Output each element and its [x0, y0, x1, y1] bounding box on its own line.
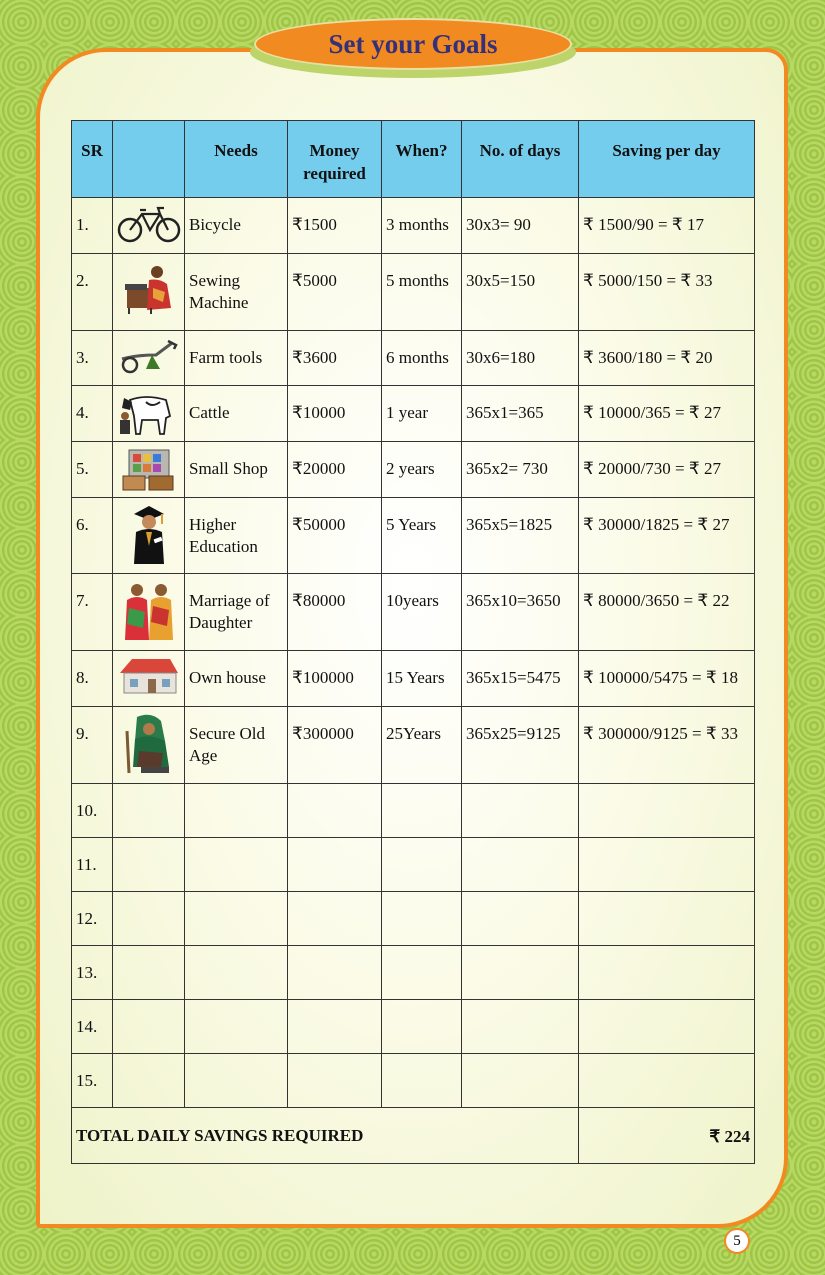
- empty-cell: [579, 1054, 755, 1108]
- empty-cell: [185, 838, 288, 892]
- empty-cell: [113, 946, 185, 1000]
- money-cell: ₹80000: [288, 574, 382, 651]
- empty-cell: [113, 784, 185, 838]
- days-cell: 365x1=365: [462, 386, 579, 442]
- money-cell: ₹300000: [288, 707, 382, 784]
- empty-cell: [185, 892, 288, 946]
- need-cell: Higher Education: [185, 498, 288, 574]
- money-cell: ₹100000: [288, 651, 382, 707]
- empty-cell: [113, 1054, 185, 1108]
- need-cell: Small Shop: [185, 442, 288, 498]
- table-row: [72, 651, 755, 707]
- table-row: [72, 784, 755, 838]
- sr-cell: 7.: [72, 574, 113, 651]
- header-money: Money required: [288, 121, 382, 198]
- empty-cell: [288, 892, 382, 946]
- days-cell: 365x25=9125: [462, 707, 579, 784]
- header-row: [72, 121, 755, 198]
- empty-cell: [462, 946, 579, 1000]
- table-row: [72, 838, 755, 892]
- days-cell: 365x5=1825: [462, 498, 579, 574]
- table-row: [72, 707, 755, 784]
- table-row: [72, 946, 755, 1000]
- saving-cell: ₹ 80000/3650 = ₹ 22: [579, 574, 755, 651]
- page-number: 5: [724, 1228, 750, 1254]
- saving-cell: ₹ 100000/5475 = ₹ 18: [579, 651, 755, 707]
- table-row: [72, 574, 755, 651]
- days-cell: 365x15=5475: [462, 651, 579, 707]
- days-cell: 30x3= 90: [462, 198, 579, 254]
- days-cell: 30x6=180: [462, 331, 579, 386]
- sr-cell: 3.: [72, 331, 113, 386]
- header-image: [113, 121, 185, 198]
- empty-cell: [288, 1000, 382, 1054]
- when-cell: 2 years: [382, 442, 462, 498]
- sr-cell: 13.: [72, 946, 113, 1000]
- shop-icon: [119, 446, 179, 492]
- empty-cell: [382, 838, 462, 892]
- sewing-machine-icon: [119, 258, 179, 316]
- table-row: [72, 442, 755, 498]
- total-value: ₹ 224: [579, 1108, 755, 1164]
- empty-cell: [288, 784, 382, 838]
- need-cell: Secure Old Age: [185, 707, 288, 784]
- when-cell: 3 months: [382, 198, 462, 254]
- empty-cell: [579, 838, 755, 892]
- need-cell: Cattle: [185, 386, 288, 442]
- saving-cell: ₹ 3600/180 = ₹ 20: [579, 331, 755, 386]
- total-row: [72, 1108, 755, 1164]
- empty-cell: [462, 892, 579, 946]
- sr-cell: 1.: [72, 198, 113, 254]
- header-days: No. of days: [462, 121, 579, 198]
- days-cell: 30x5=150: [462, 254, 579, 331]
- saving-cell: ₹ 30000/1825 = ₹ 27: [579, 498, 755, 574]
- empty-cell: [382, 1054, 462, 1108]
- table-row: [72, 386, 755, 442]
- saving-cell: ₹ 10000/365 = ₹ 27: [579, 386, 755, 442]
- empty-cell: [288, 838, 382, 892]
- empty-cell: [185, 784, 288, 838]
- money-cell: ₹5000: [288, 254, 382, 331]
- empty-cell: [462, 1054, 579, 1108]
- header-when: When?: [382, 121, 462, 198]
- saving-cell: ₹ 20000/730 = ₹ 27: [579, 442, 755, 498]
- sr-cell: 12.: [72, 892, 113, 946]
- sr-cell: 11.: [72, 838, 113, 892]
- sr-cell: 5.: [72, 442, 113, 498]
- goals-table: [71, 120, 755, 1164]
- when-cell: 5 months: [382, 254, 462, 331]
- saving-cell: ₹ 1500/90 = ₹ 17: [579, 198, 755, 254]
- empty-cell: [185, 1000, 288, 1054]
- sr-cell: 4.: [72, 386, 113, 442]
- need-cell: Sewing Machine: [185, 254, 288, 331]
- empty-cell: [113, 838, 185, 892]
- empty-cell: [113, 1000, 185, 1054]
- sr-cell: 2.: [72, 254, 113, 331]
- empty-cell: [579, 946, 755, 1000]
- table-row: [72, 498, 755, 574]
- when-cell: 25Years: [382, 707, 462, 784]
- when-cell: 15 Years: [382, 651, 462, 707]
- sr-cell: 10.: [72, 784, 113, 838]
- days-cell: 365x2= 730: [462, 442, 579, 498]
- graduate-icon: [124, 502, 174, 566]
- empty-cell: [382, 892, 462, 946]
- empty-cell: [113, 892, 185, 946]
- page-title: Set your Goals: [328, 28, 498, 59]
- money-cell: ₹20000: [288, 442, 382, 498]
- when-cell: 6 months: [382, 331, 462, 386]
- table-row: [72, 198, 755, 254]
- empty-cell: [185, 1054, 288, 1108]
- farm-tools-icon: [116, 335, 182, 379]
- bride-icon: [119, 578, 179, 642]
- header-needs: Needs: [185, 121, 288, 198]
- empty-cell: [288, 946, 382, 1000]
- need-cell: Bicycle: [185, 198, 288, 254]
- days-cell: 365x10=3650: [462, 574, 579, 651]
- saving-cell: ₹ 300000/9125 = ₹ 33: [579, 707, 755, 784]
- need-cell: Own house: [185, 651, 288, 707]
- empty-cell: [579, 892, 755, 946]
- empty-cell: [382, 946, 462, 1000]
- empty-cell: [382, 1000, 462, 1054]
- house-icon: [116, 655, 182, 697]
- empty-cell: [462, 784, 579, 838]
- table-row: [72, 892, 755, 946]
- money-cell: ₹50000: [288, 498, 382, 574]
- empty-cell: [185, 946, 288, 1000]
- header-saving: Saving per day: [579, 121, 755, 198]
- sr-cell: 6.: [72, 498, 113, 574]
- empty-cell: [288, 1054, 382, 1108]
- header-sr: SR: [72, 121, 113, 198]
- table-row: [72, 1054, 755, 1108]
- title-banner: [254, 18, 572, 70]
- money-cell: ₹3600: [288, 331, 382, 386]
- need-cell: Farm tools: [185, 331, 288, 386]
- empty-cell: [462, 838, 579, 892]
- total-label: TOTAL DAILY SAVINGS REQUIRED: [72, 1108, 579, 1164]
- money-cell: ₹1500: [288, 198, 382, 254]
- cattle-icon: [116, 390, 182, 436]
- when-cell: 1 year: [382, 386, 462, 442]
- money-cell: ₹10000: [288, 386, 382, 442]
- empty-cell: [382, 784, 462, 838]
- sr-cell: 14.: [72, 1000, 113, 1054]
- bicycle-icon: [116, 202, 182, 246]
- sr-cell: 15.: [72, 1054, 113, 1108]
- empty-cell: [579, 1000, 755, 1054]
- need-cell: Marriage of Daughter: [185, 574, 288, 651]
- empty-cell: [462, 1000, 579, 1054]
- table-row: [72, 331, 755, 386]
- when-cell: 5 Years: [382, 498, 462, 574]
- elderly-woman-icon: [117, 711, 181, 775]
- table-row: [72, 1000, 755, 1054]
- sr-cell: 8.: [72, 651, 113, 707]
- empty-cell: [579, 784, 755, 838]
- when-cell: 10years: [382, 574, 462, 651]
- table-row: [72, 254, 755, 331]
- saving-cell: ₹ 5000/150 = ₹ 33: [579, 254, 755, 331]
- sr-cell: 9.: [72, 707, 113, 784]
